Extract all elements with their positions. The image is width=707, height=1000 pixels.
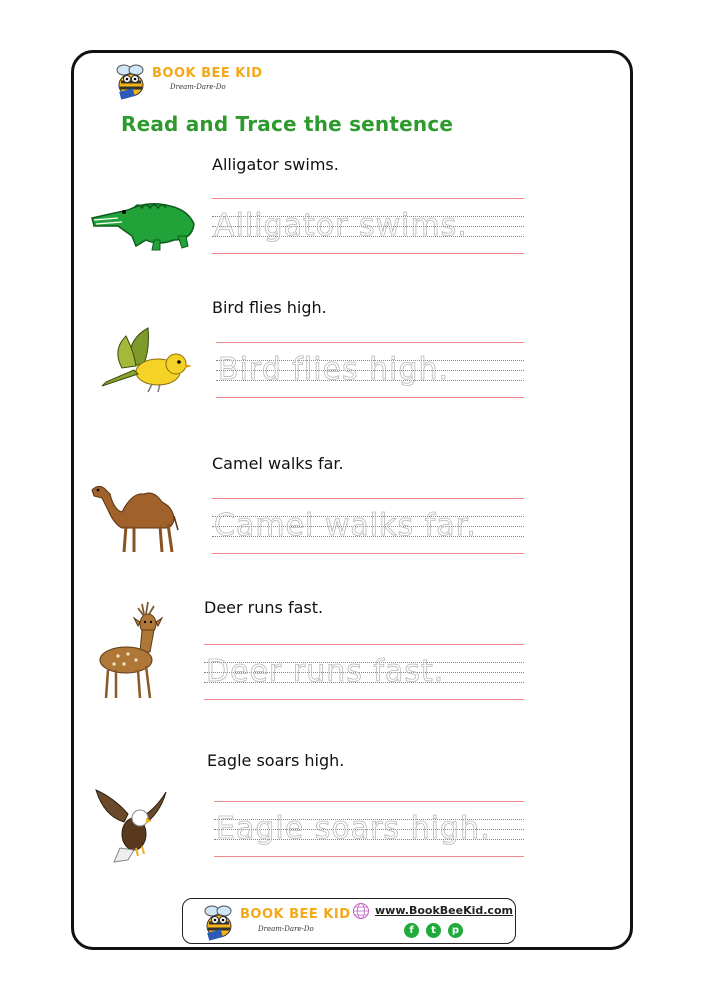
bee-icon <box>112 60 150 100</box>
sentence-4: Deer runs fast. <box>204 598 324 617</box>
sentence-1: Alligator swims. <box>212 155 339 174</box>
sentence-2: Bird flies high. <box>212 298 327 317</box>
footer-tagline: Dream-Dare-Do <box>258 925 314 933</box>
trace-text-1[interactable]: Alligator swims. <box>214 208 468 243</box>
footer-bee-icon <box>200 901 238 941</box>
pinterest-icon[interactable]: p <box>448 923 463 938</box>
trace-lines-1 <box>212 198 524 254</box>
footer-brand-name: BOOK BEE KID <box>240 907 351 922</box>
trace-lines-2 <box>216 342 524 398</box>
globe-icon <box>352 902 370 920</box>
page-title: Read and Trace the sentence <box>121 112 454 136</box>
trace-text-4[interactable]: Deer runs fast. <box>206 654 445 689</box>
trace-text-5[interactable]: Eagle soars high. <box>216 811 491 846</box>
trace-text-3[interactable]: Camel walks far. <box>214 508 477 543</box>
trace-lines-3 <box>212 498 524 554</box>
twitter-icon[interactable]: t <box>426 923 441 938</box>
brand-tagline: Dream-Dare-Do <box>170 83 226 91</box>
camel-icon <box>88 480 180 554</box>
facebook-icon[interactable]: f <box>404 923 419 938</box>
trace-text-2[interactable]: Bird flies high. <box>218 352 450 387</box>
eagle-icon <box>94 786 170 864</box>
website-link[interactable]: www.BookBeeKid.com <box>375 904 513 917</box>
brand-name: BOOK BEE KID <box>152 66 263 81</box>
trace-lines-4 <box>204 644 524 700</box>
deer-icon <box>98 600 168 700</box>
bird-icon <box>100 326 192 396</box>
sentence-3: Camel walks far. <box>212 454 344 473</box>
sentence-5: Eagle soars high. <box>207 751 345 770</box>
alligator-icon <box>88 196 198 252</box>
trace-lines-5 <box>214 801 524 857</box>
